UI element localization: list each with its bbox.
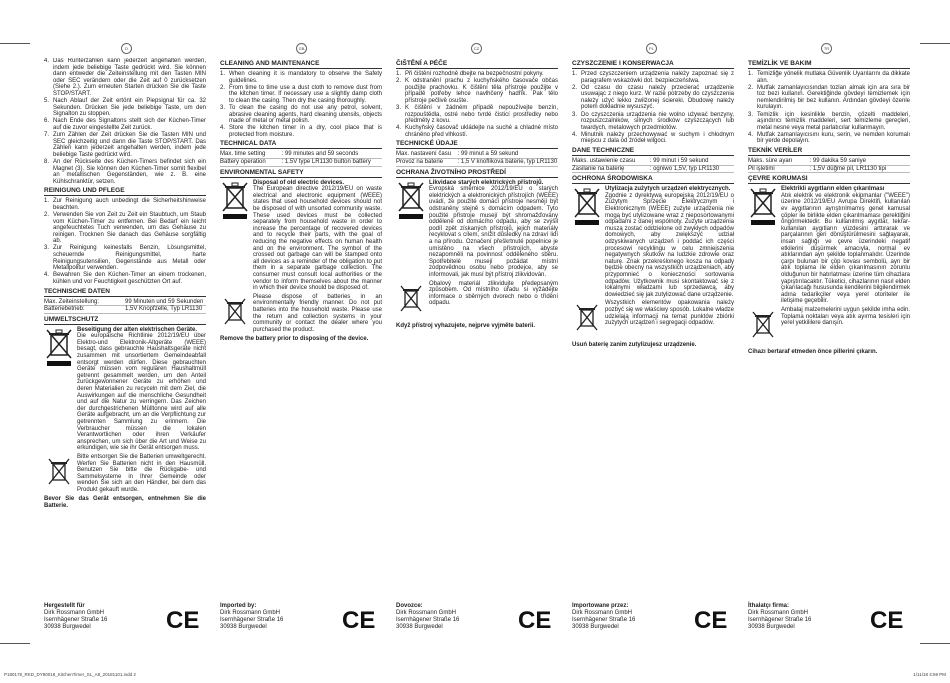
table-row: Max. nastavení času : 99 minut a 59 sekund	[396, 151, 558, 158]
list-item: 4. Mutfak zamanlayıcısını kuru, serin, ve nemden korumalı bir yerde depolayın.	[748, 131, 910, 145]
crossed-bin-icon	[572, 186, 602, 226]
language-markers	[0, 43, 950, 55]
list-item: 3. K čištění v žádném případě nepoužívejte benzín, rozpouštědla, ostré nebo tvrdé čisticí prostředky nebo předměty z kovu.	[396, 104, 558, 125]
list-item: 4. Store the kitchen timer in a dry, cool place that is protected from moisture.	[220, 125, 382, 138]
language-marker-tr: TR	[821, 43, 832, 54]
weee-block: Elektrikli aygıtların elden çıkarılması Atık elektrik ve elektronik ekipmanlar ("WEEE") üzerine 2012/19/EU Avrupa Direktifi, kullanılan ev aygıtlarının ayrıştırılmamış genel kamusal çöpler ile birlikte elden çıkarılmaması gerektiğini öngörmektedir. Bu kullanılmış aygıtlar, tekrar-kullanılan aygıtların yüzdesini arttırarak ve parçalarının geri dönüştürülmesini sağlayarak, insan sağlığı ve çevre üzerindeki negatif etkilerini düşürmek amacıyla, normal ev atıklarından ayrı şekilde toplanmalıdır. Üzerinde çarpı bulunan bir çöp kovası sembolü, ayrı bir atık toplama ile elden çıkarılmasının zorunlu olduğunun bir hatırlatması üzerine tüm cihazlara yapıştırılacaktır. Tüketici, cihazlarının nasıl elden çıkarılacağı hususunda kendilerini bilgilendirmek adına tedarikçiler veya yerel otoriteler ile iletişime geçebilir.	[748, 186, 910, 305]
table-row: Max. time setting : 99 minutes and 59 seconds	[220, 151, 382, 158]
weee-block: Beseitigung der alten elektrischen Geräte. Die europäische Richtlinie 2012/19/EU über Elektro-und Elektronik-Altgeräte (WEEE) besagt, dass gebrauchte Haushaltsgeräte nicht zusammen mit unsortiertem Gemeindeabfall entsorgt werden dürfen. Diese gebrauchten Geräte müssen vom regulären Haushaltmüll getrennt gesammelt werden, um den Anteil zurückgewonnener Geräte zu erhöhen und deren Materialien zu recyceln mit dem Ziel, die Auswirkungen auf die menschliche Gesundheit und auf die Natur zu verringern. Das Zeichen der durchgestrichenen Mülltonne wird auf alle Geräte aufgebracht, um an die Verpflichtung zur getrennten Sammlung zu erinnern. Die Verbraucher müssen die lokalen Verantwortlichen oder ihren Verkäufer ansprechen, um sich über die Art und Weise zu erkundigen, wie sie ihr Gerät entsorgen muss.	[44, 327, 206, 452]
importer-block-pl: Importowane przez: Dirk Rossmann GmbH Isernhägener Straße 16 30938 Burgwedel CE	[572, 603, 734, 643]
column-tr	[748, 58, 910, 603]
crossed-bin-icon	[44, 454, 74, 494]
battery-block: Wszystkich elementów opakowania należy pozbyć się we właściwy sposób. Lokalne władze udzielają informacji na temat punktów zbiórki zużytych urządzeń i segregacji odpadów.	[572, 300, 734, 340]
list-item: 2. Od czasu do czasu należy przecierać urządzenie usuwając z niego kurz. W razie potrzeby do czyszczenia należy użyć lekko zwilżonej ściereki. Obudowę należy potem dokładnie wysuszyć.	[572, 84, 734, 111]
section-heading: TECHNICAL DATA	[220, 140, 382, 149]
trim-mark	[0, 643, 30, 644]
list-item: 1. Při čištění rozhodně dbejte na bezpečnostní pokyny.	[396, 71, 544, 77]
language-marker-gb: GB	[296, 43, 307, 54]
section-heading: TECHNICKÉ ÚDAJE	[396, 140, 558, 149]
crossed-bin-icon	[396, 281, 426, 321]
battery-block: Bitte entsorgen Sie die Batterien umweltgerecht. Werfen Sie Batterien nicht in den Hausmüll. Benutzen Sie bitte die Rückgabe- und Sammelsysteme in Ihrer Gemeinde oder wenden Sie sich an den Händler, bei dem das Produkt gekauft wurde.	[44, 454, 206, 494]
section-heading: DANE TECHNICZNE	[572, 147, 734, 156]
crossed-bin-icon	[220, 294, 250, 334]
column-cz	[396, 58, 558, 603]
tech-data-table	[396, 151, 558, 166]
list-item: 6. Nach Ende des Signaltons stellt sich der Küchen-Timer auf die zuvor eingestellte Zeit zurück.	[44, 118, 206, 131]
section-heading: ÇEVRE KORUMASI	[748, 175, 910, 184]
tech-data-table	[220, 151, 382, 166]
tr-clean-list	[748, 71, 910, 145]
importer-block-cz: Dovozce: Dirk Rossmann GmbH Isernhägener Straße 16 30938 Burgwedel CE	[396, 603, 558, 643]
manual-page	[44, 58, 910, 603]
tech-data-table	[44, 299, 206, 314]
ce-mark-icon	[870, 607, 906, 631]
battery-block: Please dispose of batteries in an environmentally friendly manner. Do not put batteries into the household waste. Please use the return and collection systems in your community or contact the dealer where you purchased the product.	[220, 294, 382, 334]
crossed-bin-icon	[396, 180, 426, 220]
table-row: Provoz na baterie : 1,5 V knoflíková baterie, typ LR1130	[396, 159, 558, 166]
ce-mark-icon	[518, 607, 554, 631]
weee-block: Utylizacja zużytych urządzeń elektrycznych. Zgodnie z dyrektywą europejską 2012/19/EU o Zużytym Sprzęcie Elektrycznym i Elektronicznym (WEEE) zużyte urządzenia nie mogą być utylizowane wraz z nieposortowanymi odpadami z danej wspólnoty. Zużyte urządzenia muszą zostać oddzielone od zwykłych odpadów domowych, aby zwiększyć udział odzyskiwanych urządzeń i poddać ich części procesowi recyklingu w celu zmniejszenia negatywnych skutków na ludzkie zdrowie oraz naturę. Znak przekreślonego kosza na odpady będzie obecny na wszystkich urządzeniach, aby przypomnieć o konieczności sortowania odpadów. Użytkownik musi skontaktować się z lokalnymi władzami lub sprzedawcą, aby dowiedzieć się jak zutylizować dane urządzenie.	[572, 186, 734, 298]
svg-text:CE: CE	[518, 607, 552, 631]
de-steps-list	[44, 58, 206, 185]
crossed-bin-icon	[748, 186, 778, 226]
battery-note: Usuń baterię zanim zutylizujesz urządzenie.	[572, 342, 697, 349]
list-item: 2. K odstranění prachu z kuchyňského časovače občas použijte prachovku. K čištění těla přístroje použijte v případě potřeby lehce navlhčený hadřík. Pak tělo přístroje pečlivě osušte.	[396, 78, 558, 104]
section-heading: REINIGUNG UND PFLEGE	[44, 187, 206, 196]
crossed-bin-icon	[220, 180, 250, 220]
ce-mark-icon	[342, 607, 378, 631]
section-heading: ENVIRONMENTAL SAFETY	[220, 169, 382, 178]
column-pl	[572, 58, 734, 603]
list-item: 3. Do czyszczenia urządzenia nie wolno używać benzyny, rozpuszczalników, silnych środków czyszczących lub twardych, metalowych przedmiotów.	[572, 111, 734, 131]
de-clean-list	[44, 198, 206, 285]
language-marker-pl: PL	[646, 43, 657, 54]
crossed-bin-icon	[572, 300, 602, 340]
section-heading: TEKNİK VERİLER	[748, 147, 910, 156]
battery-block: Ambalaj malzemelerini uygun şekilde imha edin. Toplama noktaları veya atık ayırma tesisleri için yerel yetkililere danışın.	[748, 307, 910, 347]
ce-mark-icon	[166, 607, 202, 631]
print-slug-file: P180178_RKD_DY90018_KitchenTimer_SL_A8_20181101.indd 2	[4, 672, 136, 677]
svg-text:CE: CE	[870, 607, 904, 631]
ce-mark-icon	[694, 607, 730, 631]
language-marker-de: D	[121, 43, 132, 54]
list-item: 3. Zur Reinigung keinesfalls Benzin, Lösungsmittel, scheuernde Reinigungsmittel, harte Reinigungsutensilien, Gegenstände aus Metall oder Metallpolitur verwenden.	[44, 245, 206, 272]
importer-block-tr: İthalatçı firma: Dirk Rossmann GmbH Isernhägener Straße 16 30938 Burgwedel CE	[748, 603, 910, 643]
list-item: 4. Kuchyňský časovač ukládejte na suché a chladné místo chráněno před vlhkostí.	[396, 125, 558, 138]
table-row: Pil işletimi : 1,5V düğme pil, LR1130 tipi	[748, 165, 910, 173]
list-item: 2. Verwenden Sie von Zeit zu Zeit ein Staubtuch, um Staub vom Küchen-Timer zu entfernen. Bei Bedarf ein leicht angefeuchtetes Tuch verwenden, um das Gehäuse zu reinigen. Trocknen Sie danach das Gehäuse sorgfältig ab.	[44, 211, 206, 245]
table-row: Batteriebetrieb: 1,5V Knopfzelle, Typ LR1130	[44, 306, 206, 314]
importer-footer	[44, 603, 910, 643]
svg-text:CE: CE	[342, 607, 376, 631]
table-row: Maks. ustawienie czasu : 99 minut i 59 sekund	[572, 158, 734, 165]
list-item: 2. Mutfak zamanlayıcısından tozları almak için ara sıra bir toz bezi kullanın. Gerektiğinde gövdeyi temizlemek için nemlendirilmiş bir bez kullanın. Ardından gövdeyi özenle kurulayın.	[748, 84, 910, 111]
trim-mark	[920, 643, 950, 644]
battery-note: Remove the battery prior to disposing of the device.	[220, 335, 369, 342]
crossed-bin-icon	[44, 327, 74, 367]
battery-note: Bevor Sie das Gerät entsorgen, entnehmen Sie die Batterie.	[44, 495, 206, 509]
list-item: 1. When cleaning it is mandatory to observe the Safety guidelines.	[220, 71, 382, 84]
battery-note: Když přístroj vyhazujete, nejprve vyjměte baterii.	[396, 322, 536, 329]
cz-clean-list	[396, 71, 558, 138]
list-item: 8. An der Rückseite des Küchen-Timers befindet sich ein Magnet (3). Sie können den Küchen-Timer somit flexibel an metallischen Gegenständen, wie z. B. eine Kühlschranktür, setzen.	[44, 158, 206, 185]
section-heading: OCHRONA ŚRODOWISKA	[572, 175, 734, 184]
print-slug-date: 1/11/18 4:59 PM	[913, 672, 946, 677]
list-item: 1. Temizliğe yönelik mutlaka Güvenlik Uyarılarını da dikkate alın.	[748, 71, 910, 84]
section-heading: CZYSZCZENIE I KONSERWACJA	[572, 60, 734, 69]
tech-data-table	[748, 158, 910, 173]
list-item: 1. Zur Reinigung auch unbedingt die Sicherheitshinweise beachten.	[44, 198, 206, 211]
weee-block: Disposal of old electric devices. The European directive 2012/19/EU on waste electrical and electronic equipment (WEEE) states that used household devices should not be disposed of with unsorted community waste. These used devices must be collected separately from household waste in order to increase the percentage of recovered devices and to recycle their parts, with the goal of reducing the negative effects on human health and on the environment. The symbol of the crossed out garbage can will be stamped onto all devices as a reminder of the obligation to put them in a separate garbage collection. The consumer must consult local authorities or the vendor to inform themselves about the manner in which their device should be disposed of.	[220, 180, 382, 292]
list-item: 2. From time to time use a dust cloth to remove dust from the kitchen timer. If necessary use a slightly damp cloth to clean the casing. Then dry the casing thoroughly.	[220, 84, 382, 104]
list-item: 4. Minutnik należy przechowywać w suchym i chłodnym miejscu z dala od źródeł wilgoci.	[572, 131, 734, 145]
list-item: 5. Nach Ablauf der Zeit ertönt ein Piepsignal für ca. 32 Sekunden. Drücken Sie jede beliebige Taste, um den Signalton zu stoppen.	[44, 98, 206, 118]
section-heading: ČIŠTĚNÍ A PÉČE	[396, 60, 558, 69]
importer-block-gb: Imported by: Dirk Rossmann GmbH Isernhägener Straße 16 30938 Burgwedel CE	[220, 603, 382, 643]
svg-text:CE: CE	[694, 607, 728, 631]
weee-block: Likvidace starých elektrických přístrojů. Evropská směrnice 2012/19/EU o starých elektrických a elektronických přístrojích (WEEE) uvádí, že použité domácí přístroje nesmějí být odstraněny stejně s domácím odpadem. Tyto použité přístroje musejí být shromažďovány odděleně od domácího odpadu, aby se zvýšil podíl zpět získaných přístrojů, jejich materiály recyklovat s cílem, snížit důsledky na zdraví lidí a na přírodu. Označení přeškrtnuté popelnice je umístěno na všech přístrojích, abyste nezapomněli na povinnost odděleného sběru. Spotřebitelé musejí požádat místní zodpovědnou osobu nebo prodejce, aby se informovali, jak musí být přístroj zlikvidován.	[396, 180, 558, 279]
importer-block-de: Hergestellt für Dirk Rossmann GmbH Isernhägener Straße 16 30938 Burgwedel CE	[44, 603, 206, 643]
section-heading: CLEANING AND MAINTENANCE	[220, 60, 382, 69]
list-item: 3. To clean the casing do not use any petrol, solvent, abrasive cleaning agents, hard cleaning utensils, objects made of metal or metal polish.	[220, 104, 382, 125]
column-gb	[220, 58, 382, 603]
battery-note: Cihazı bertaraf etmeden önce pillerini çıkarın.	[748, 348, 878, 355]
list-item: 3. Temizlik için kesinlikle benzin, çözelti maddeleri, aşındırıcı temizlik maddeleri, sert temizleme gereçleri, metal nesne veya metal parlatıcılar kullanmayın.	[748, 111, 910, 131]
gb-clean-list	[220, 71, 382, 138]
list-item: 7. Zum Zählen der Zeit drücken Sie die Tasten MIN und SEC gleichzeitig und dann die Taste STOP/START. Das Zählen kann jederzeit angehalten werden, indem jede beliebige Taste gedrückt wird.	[44, 132, 206, 158]
section-heading: TECHNISCHE DATEN	[44, 288, 206, 297]
list-item: 4. Das Runterzählen kann jederzeit angehalten werden, indem jede beliebige Taste gedrückt wird. Sie können dann entweder die Zeiteinstellung mit den Tasten MIN oder SEC verändern oder die Zeit auf 0 zurücksetzen (Siehe 2.). Zum erneuten Starten drücken Sie die Taste STOP/START.	[44, 58, 206, 97]
svg-text:CE: CE	[166, 607, 200, 631]
tech-data-table	[572, 158, 734, 173]
pl-clean-list	[572, 71, 734, 145]
section-heading: TEMİZLİK VE BAKIM	[748, 60, 910, 69]
language-marker-cz: CZ	[471, 43, 482, 54]
table-row: Maks. süre ayarı : 99 dakika 59 saniye	[748, 158, 910, 165]
list-item: 1. Przed czyszczeniem urządzenia należy zapoznać się z paragrafem wskazówki dot. bezpieczeństwa.	[572, 71, 734, 84]
table-row: Zasilanie na baterię : ogniwo 1,5V, typ LR1130	[572, 165, 734, 173]
crossed-bin-icon	[748, 307, 778, 347]
battery-block: Obalový materiál zlikvidujte předepsaným způsobem. Od místního úřadu si vyžádejte informace o sběrných dvorech nebo o třídění odpadu.	[396, 281, 558, 321]
section-heading: OCHRANA ŽIVOTNÍHO PROSTŘEDÍ	[396, 169, 558, 178]
column-de	[44, 58, 206, 603]
list-item: 4. Bewahren Sie den Küchen-Timer an einem trockenen, kühlen und vor Feuchtigkeit geschützten Ort auf.	[44, 272, 206, 285]
table-row: Battery operation : 1.5V type LR1130 button battery	[220, 159, 382, 167]
section-heading: UMWELTSCHUTZ	[44, 316, 206, 325]
table-row: Max. Zeiteinstellung: 99 Minuten und 59 Sekunden	[44, 299, 206, 306]
